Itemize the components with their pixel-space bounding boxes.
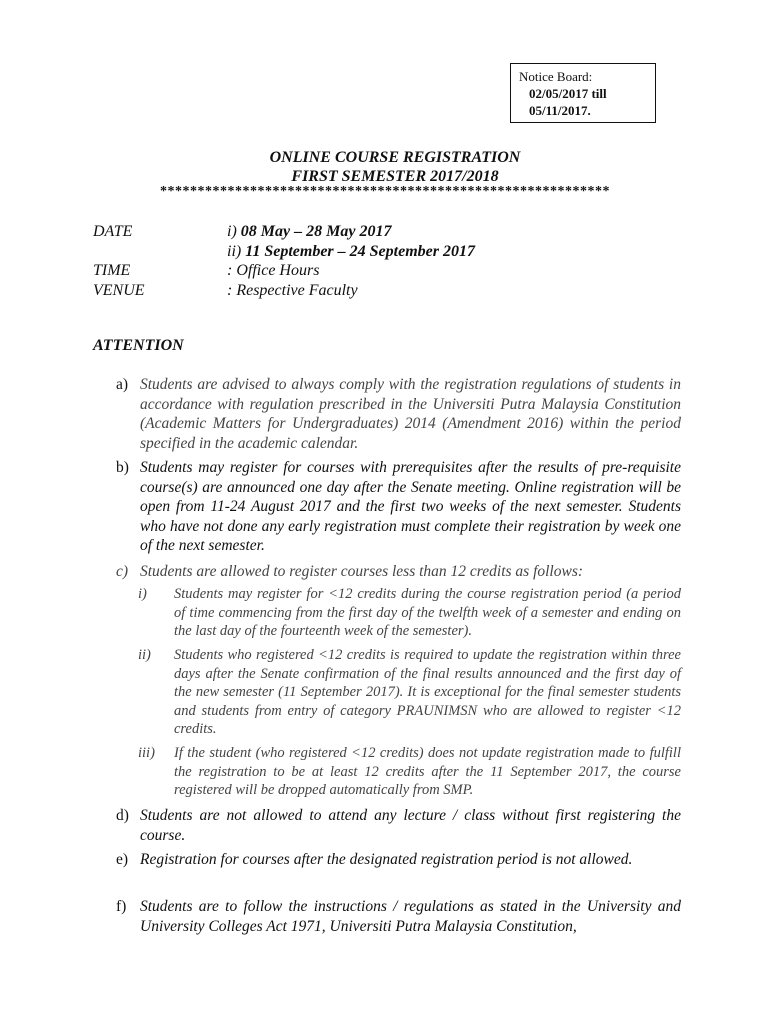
item-marker: e) [116,851,129,868]
time-label: TIME [93,262,131,279]
attention-item-e [116,850,681,870]
time-row [93,261,319,281]
sub-item-iii [138,744,681,800]
notice-date-end: 05/11/2017. [529,103,591,118]
time-value: : Office Hours [227,262,320,279]
item-text: Registration for courses after the designated registration period is not allowed. [140,851,633,868]
notice-board-label: Notice Board: [519,69,593,84]
date1-value: 08 May – 28 May 2017 [240,223,392,240]
date-label: DATE [93,223,133,240]
item-marker: b) [116,459,129,476]
sub-item-i [138,585,681,641]
date1-prefix: i) [227,223,241,240]
date2-value: 11 September – 24 September 2017 [245,243,475,260]
item-text: Students are not allowed to attend any lecture / class without first registering the course. [140,807,681,844]
attention-heading: ATTENTION [93,337,184,354]
date-row-2 [93,242,475,262]
star-divider: ************************************************************ [160,184,610,199]
item-marker: a) [116,376,129,393]
item-text: Students are allowed to register courses less than 12 credits as follows: [140,563,584,580]
date2-prefix: ii) [227,243,246,260]
attention-item-c [116,562,681,582]
item-marker: c) [116,563,129,580]
item-text: Students are advised to always comply with the registration regulations of students in accordance with regulation prescribed in the Universiti Putra Malaysia Constitution (Academic Matters for Undergraduates) 2014 (Amendment 2016) within the period specified in the academic calendar. [140,376,681,452]
item-marker: d) [116,807,129,824]
notice-board-box [510,63,656,123]
item-marker: f) [116,898,127,915]
attention-item-b [116,458,681,556]
attention-item-a [116,375,681,453]
date-row-1 [93,222,391,242]
sub-item-text: If the student (who registered <12 credits) does not update registration made to fulfill the registration to be at least 12 credits after the 11 September 2017, the course registered will be dropped automatically from SMP. [174,745,681,798]
sub-item-text: Students who registered <12 credits is required to update the registration within three days after the Senate confirmation of the final results announced and the first day of the new semester (11 September 2017). It is exceptional for the final semester students and students from entry of category PRAUNIMSN who are allowed to register <12 credits. [174,647,681,737]
sub-item-marker: i) [138,586,147,602]
venue-label: VENUE [93,282,145,299]
venue-row [93,281,358,301]
attention-item-d [116,806,681,845]
sub-item-text: Students may register for <12 credits during the course registration period (a period of time commencing from the first day of the twelfth week of a semester and ending on the last day of the fourteenth week of the semester). [174,586,681,639]
item-text: Students are to follow the instructions / regulations as stated in the University and University Colleges Act 1971, Universiti Putra Malaysia Constitution, [140,898,681,935]
notice-date-start: 02/05/2017 till [529,86,607,101]
item-text: Students may register for courses with prerequisites after the results of pre-requisite course(s) are announced one day after the Senate meeting. Online registration will be open from 11-24 August 2017 and the first two weeks of the next semester. Students who have not done any early registration must complete their registration by week one of the next semester. [140,459,681,555]
sub-item-marker: iii) [138,745,155,761]
document-subtitle: FIRST SEMESTER 2017/2018 [291,168,499,185]
document-title: ONLINE COURSE REGISTRATION [269,149,521,166]
attention-item-f [116,897,681,936]
sub-item-ii [138,646,681,739]
sub-item-marker: ii) [138,647,151,663]
venue-value: : Respective Faculty [227,282,358,299]
